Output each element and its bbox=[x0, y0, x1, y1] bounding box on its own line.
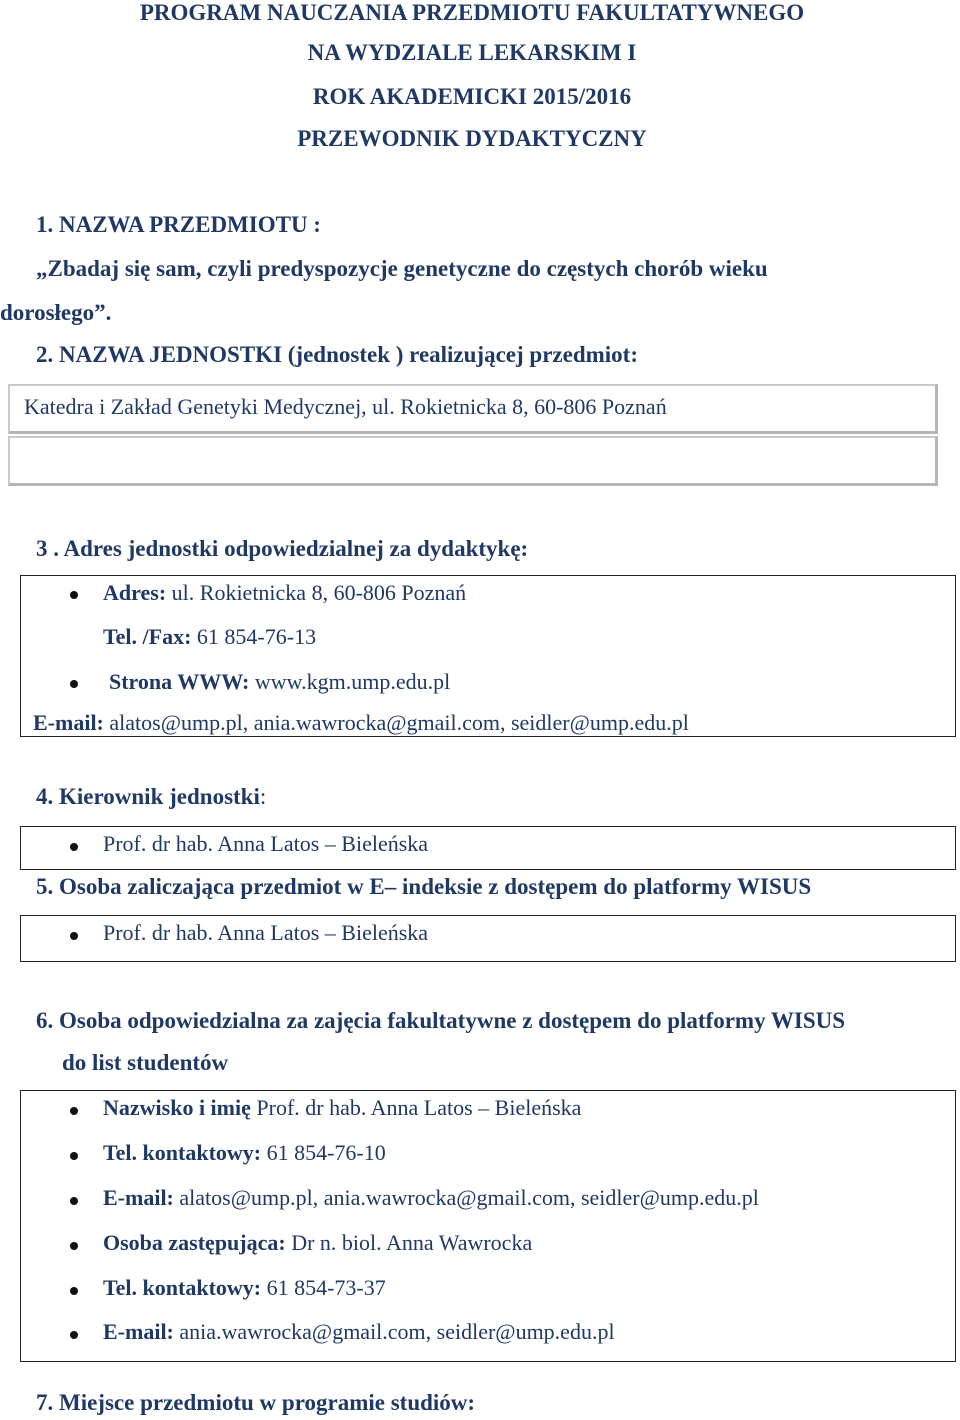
section-5-heading: 5. Osoba zaliczająca przedmiot w E– indeksie z dostępem do platformy WISUS bbox=[36, 874, 812, 899]
address-label: Adres: bbox=[103, 580, 167, 605]
item-value[interactable]: ania.wawrocka@gmail.com, seidler@ump.edu.pl bbox=[173, 1319, 615, 1344]
section-3-heading: 3 . Adres jednostki odpowiedzialnej za dydaktykę: bbox=[36, 536, 529, 561]
item-value: 61 854-73-37 bbox=[261, 1275, 386, 1300]
bullet-icon bbox=[70, 1331, 78, 1339]
course-title-line-1: „Zbadaj się sam, czyli predyspozycje genetyczne do częstych chorób wieku bbox=[36, 256, 768, 281]
grading-person-box bbox=[20, 915, 956, 962]
email-label: E-mail: bbox=[33, 710, 104, 735]
www-label: Strona WWW: bbox=[109, 669, 250, 694]
item-label: Tel. kontaktowy: bbox=[103, 1275, 262, 1300]
list-item bbox=[103, 1140, 386, 1166]
section-6-heading-line-1: 6. Osoba odpowiedzialna za zajęcia fakultatywne z dostępem do platformy WISUS bbox=[36, 1008, 846, 1033]
list-item bbox=[103, 1095, 581, 1121]
section-1-heading: 1. NAZWA PRZEDMIOTU : bbox=[36, 212, 321, 237]
document-title-line-2: NA WYDZIALE LEKARSKIM I bbox=[307, 40, 637, 65]
bullet-icon bbox=[70, 932, 78, 940]
unit-field-box-empty bbox=[8, 436, 938, 486]
tel-fax-line bbox=[103, 624, 316, 650]
bullet-icon bbox=[70, 843, 78, 851]
bullet-icon bbox=[70, 680, 78, 688]
bullet-icon bbox=[70, 591, 78, 599]
tel-fax-value: 61 854-76-13 bbox=[191, 624, 317, 649]
unit-field-box bbox=[8, 384, 938, 434]
item-value: Prof. dr hab. Anna Latos – Bieleńska bbox=[250, 1095, 582, 1120]
tel-fax-label: Tel. /Fax: bbox=[103, 624, 192, 649]
item-value: 61 854-76-10 bbox=[261, 1140, 386, 1165]
document-title-line-3: ROK AKADEMICKI 2015/2016 bbox=[312, 84, 632, 109]
item-label: E-mail: bbox=[103, 1319, 174, 1344]
list-item bbox=[103, 1230, 532, 1256]
section-4-heading-colon: : bbox=[259, 784, 267, 809]
list-item bbox=[103, 1275, 386, 1301]
item-value: Dr n. biol. Anna Wawrocka bbox=[285, 1230, 533, 1255]
document-title-line-4: PRZEWODNIK DYDAKTYCZNY bbox=[297, 126, 647, 151]
bullet-icon bbox=[70, 1107, 78, 1115]
course-title-line-2: dorosłego”. bbox=[0, 300, 112, 325]
bullet-icon bbox=[70, 1242, 78, 1250]
head-of-unit-name: Prof. dr hab. Anna Latos – Bieleńska bbox=[103, 831, 429, 856]
bullet-icon bbox=[70, 1287, 78, 1295]
document-title-line-1: PROGRAM NAUCZANIA PRZEDMIOTU FAKULTATYWNEGO bbox=[139, 0, 805, 25]
unit-name: Katedra i Zakład Genetyki Medycznej, ul. Rokietnicka 8, 60-806 Poznań bbox=[24, 394, 667, 419]
www-value[interactable]: www.kgm.ump.edu.pl bbox=[249, 669, 451, 694]
list-item bbox=[103, 1319, 615, 1345]
address-line bbox=[103, 580, 466, 606]
www-line bbox=[109, 669, 450, 695]
email-line bbox=[33, 710, 689, 736]
section-6-heading-line-2: do list studentów bbox=[62, 1050, 229, 1075]
item-value[interactable]: alatos@ump.pl, ania.wawrocka@gmail.com, seidler@ump.edu.pl bbox=[173, 1185, 759, 1210]
address-value: ul. Rokietnicka 8, 60-806 Poznań bbox=[166, 580, 467, 605]
section-4-heading-text: 4. Kierownik jednostki bbox=[36, 784, 260, 809]
section-2-heading: 2. NAZWA JEDNOSTKI (jednostek ) realizującej przedmiot: bbox=[36, 342, 638, 367]
item-label: E-mail: bbox=[103, 1185, 174, 1210]
bullet-icon bbox=[70, 1152, 78, 1160]
item-label: Osoba zastępująca: bbox=[103, 1230, 286, 1255]
bullet-icon bbox=[70, 1197, 78, 1205]
item-label: Tel. kontaktowy: bbox=[103, 1140, 262, 1165]
head-of-unit-box bbox=[20, 826, 956, 870]
item-label: Nazwisko i imię bbox=[103, 1095, 251, 1120]
email-value[interactable]: alatos@ump.pl, ania.wawrocka@gmail.com, seidler@ump.edu.pl bbox=[103, 710, 689, 735]
section-7-heading: 7. Miejsce przedmiotu w programie studiów: bbox=[36, 1390, 476, 1415]
list-item bbox=[103, 1185, 759, 1211]
responsible-person-box bbox=[20, 1090, 956, 1362]
section-4-heading bbox=[36, 784, 266, 810]
grading-person-name: Prof. dr hab. Anna Latos – Bieleńska bbox=[103, 920, 429, 945]
address-box bbox=[20, 575, 956, 737]
